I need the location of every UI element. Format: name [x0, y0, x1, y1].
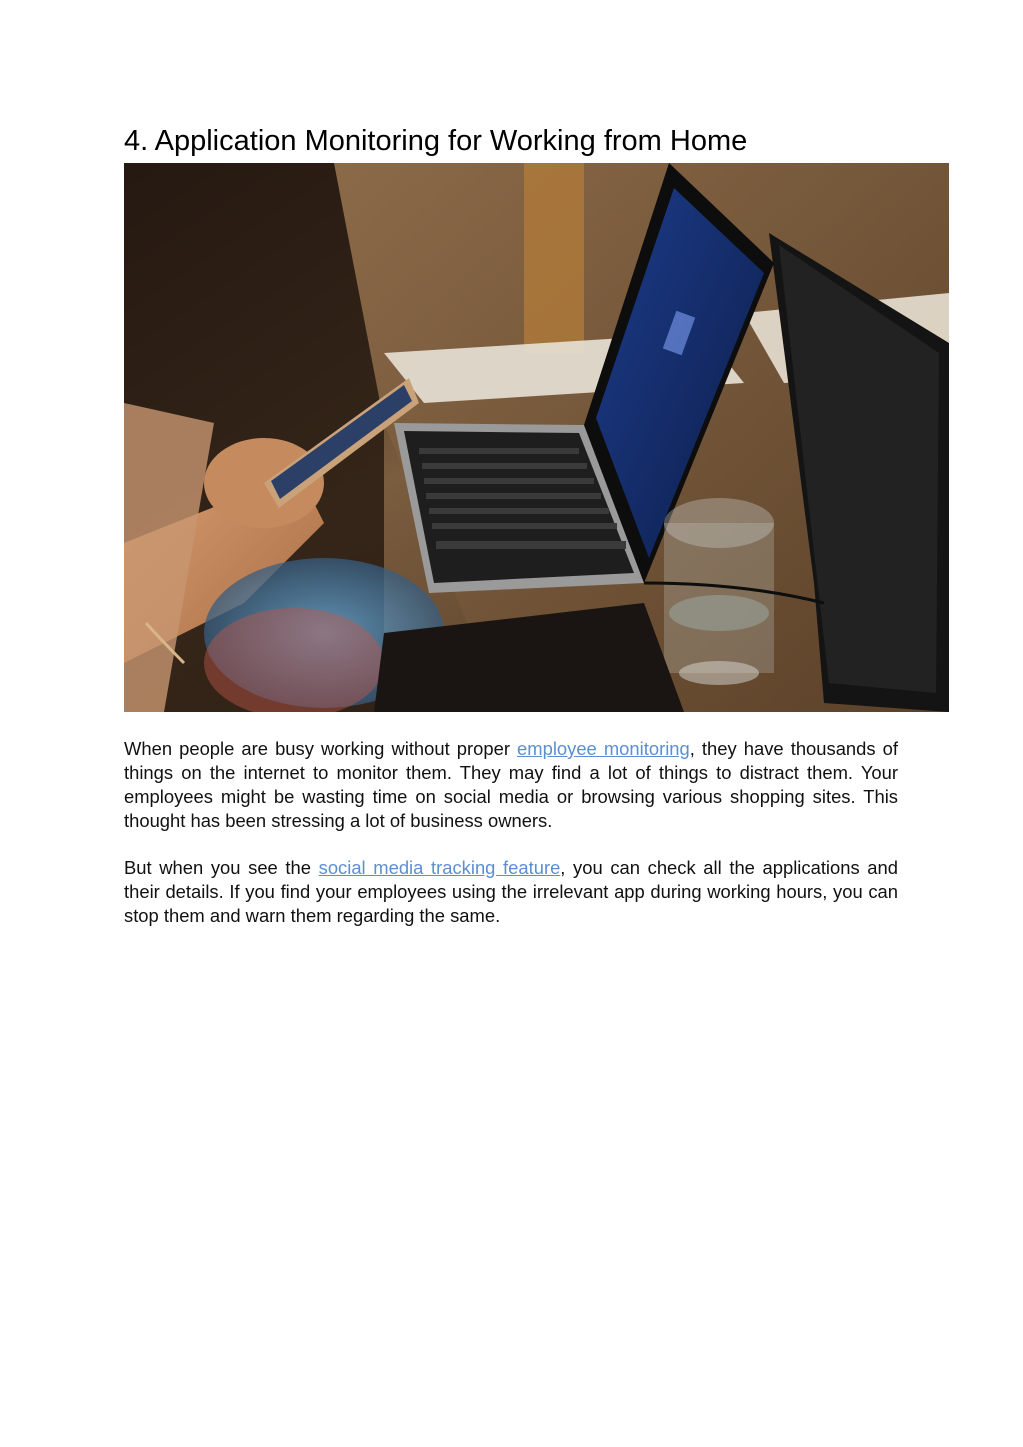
- paragraph-1-text-end: , they have thousands of things on the internet to monitor them. They may find a lot of things to distract them. Your employees might be wasting time on social media or browsing various shopping sites. This thought has been stressing a lot of business owners.: [124, 738, 898, 831]
- paragraph-1-text-start: When people are busy working without proper: [124, 738, 518, 759]
- social-media-tracking-link[interactable]: social media tracking feature: [318, 857, 561, 878]
- paragraph-1: [124, 737, 898, 833]
- section-heading: 4. Application Monitoring for Working from Home: [124, 125, 748, 157]
- laptop-phone-photo: [124, 163, 949, 712]
- paragraph-2-text-end: , you can check all the applications and their details. If you find your employees using the irrelevant app during working hours, you can stop them and warn them regarding the same.: [124, 857, 898, 926]
- paragraph-2-text-start: But when you see the: [124, 857, 319, 878]
- paragraph-2: [124, 856, 898, 928]
- employee-monitoring-link[interactable]: employee monitoring: [517, 738, 690, 759]
